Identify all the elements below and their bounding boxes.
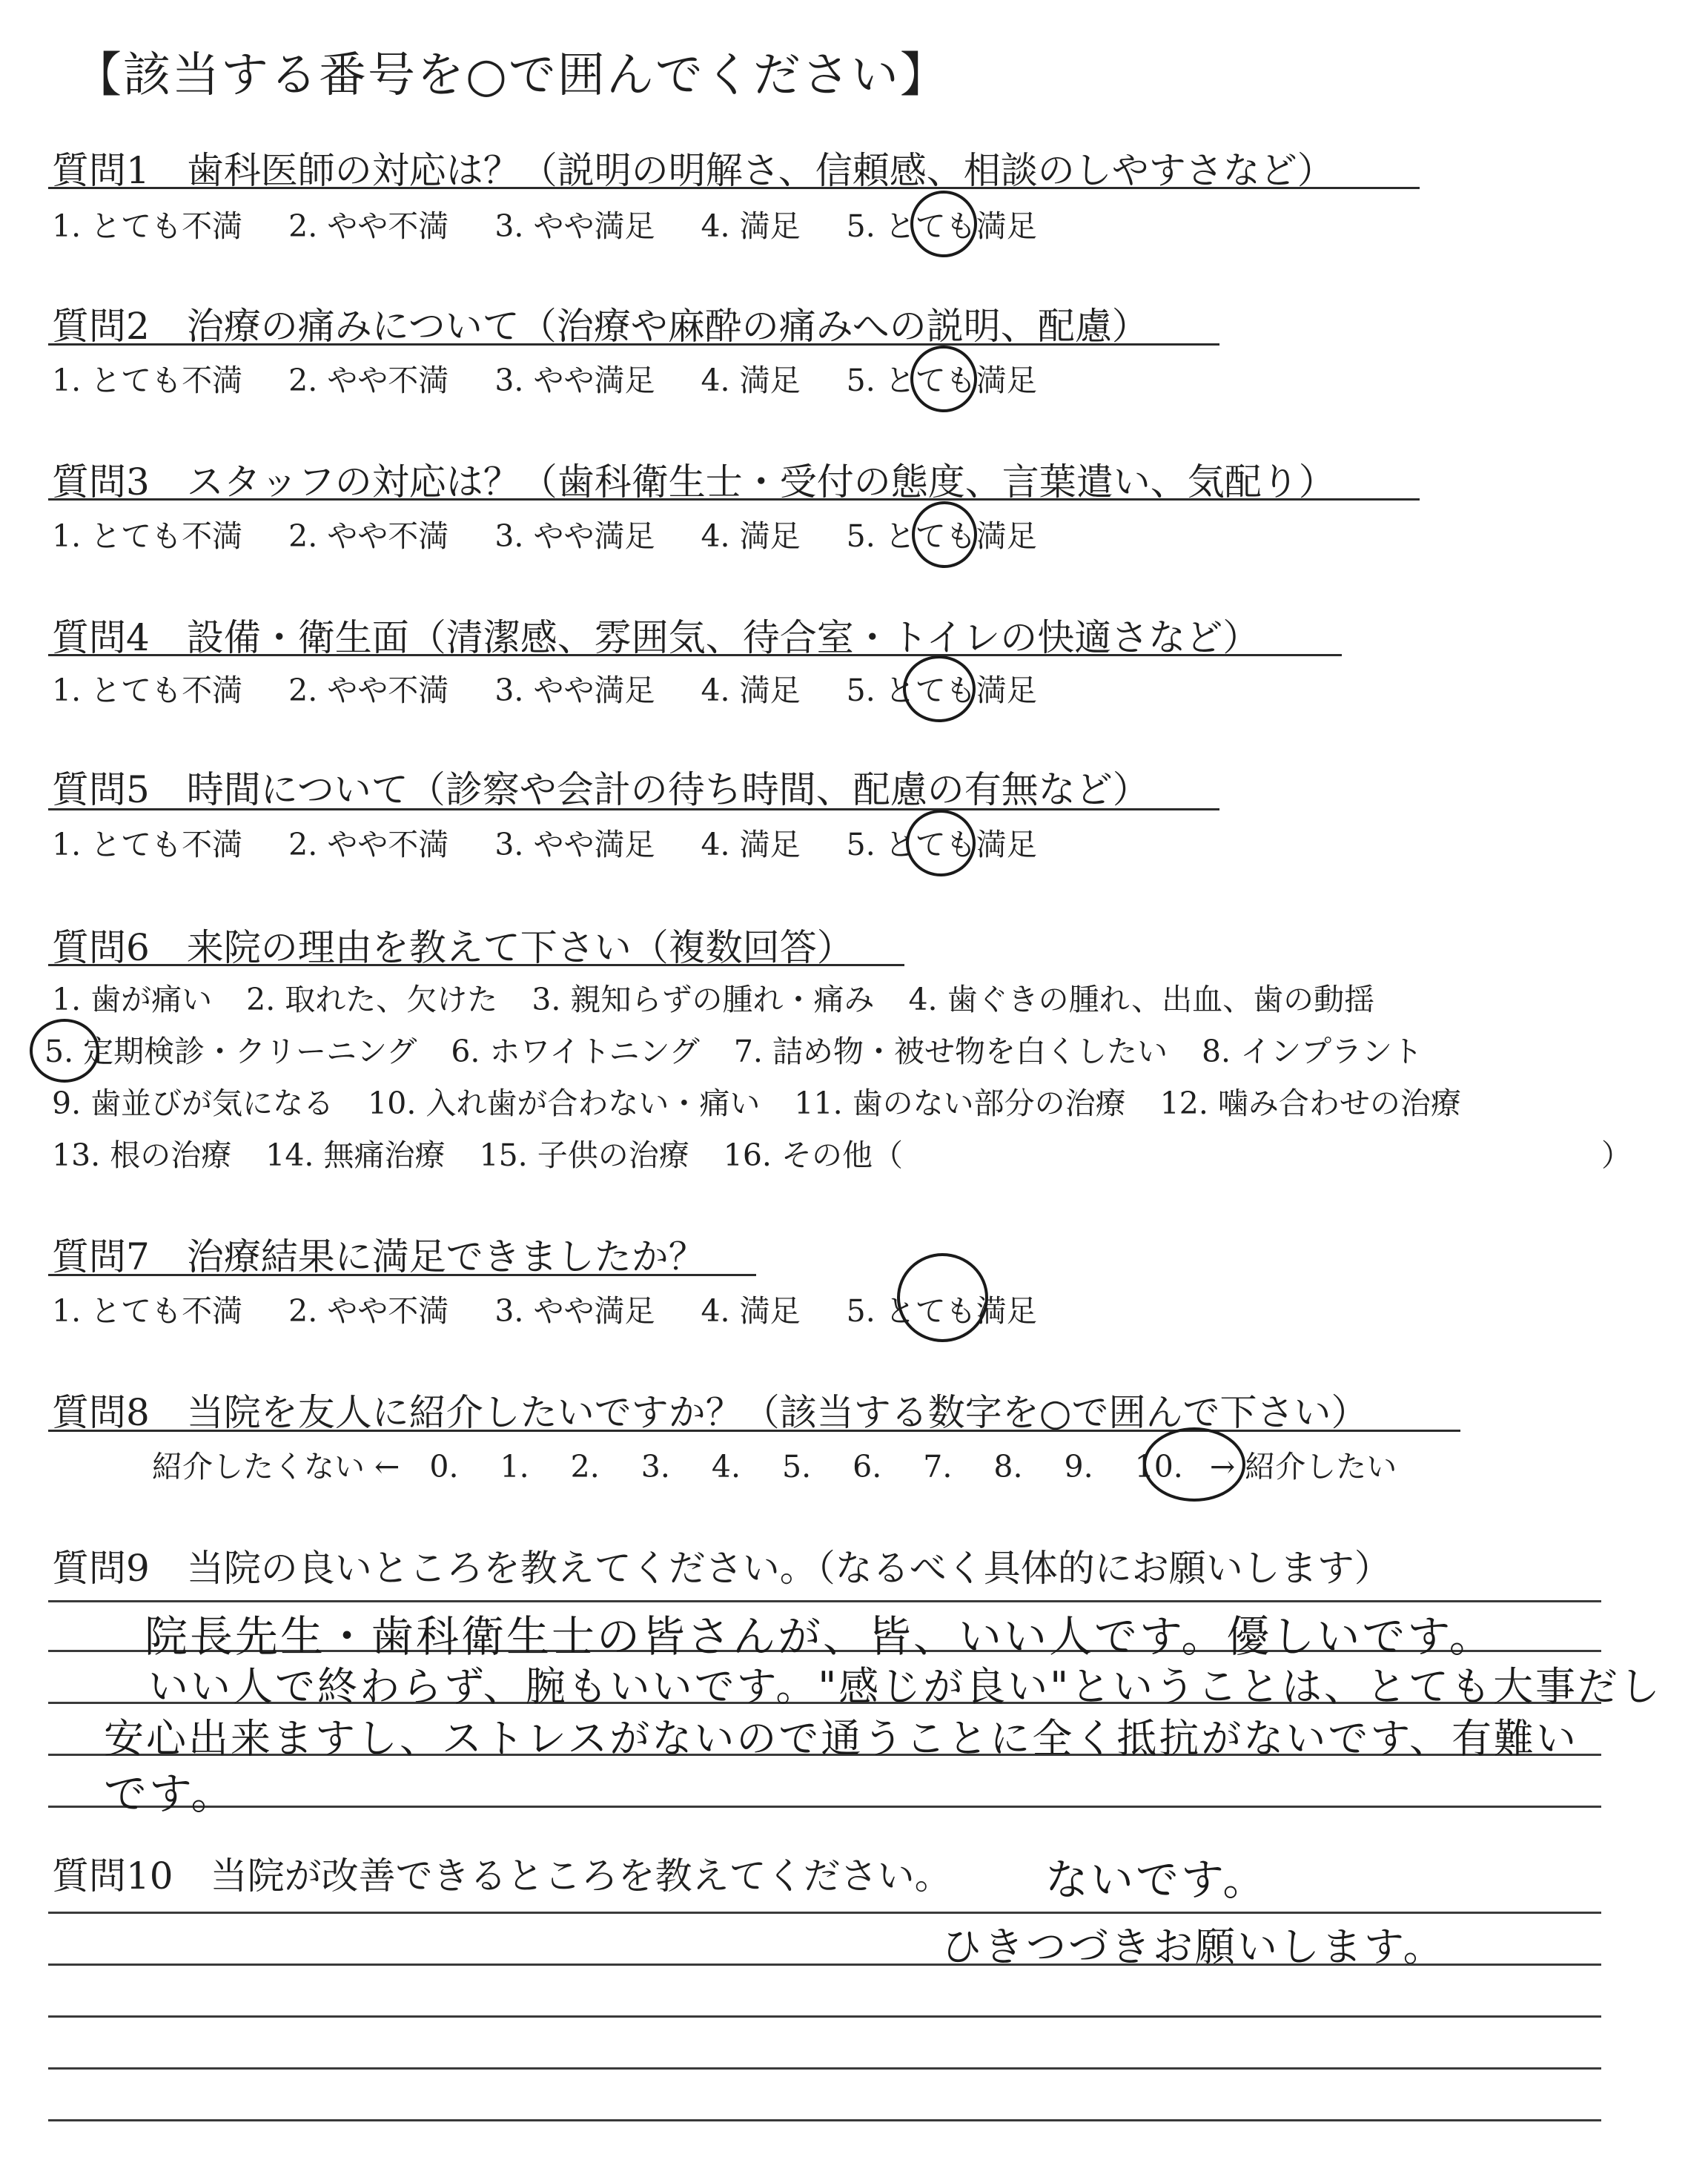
q7-title: 質問7 治療結果に満足できましたか？ — [52, 1235, 706, 1278]
q6-option-8[interactable]: 8. インプラント — [1201, 1034, 1423, 1069]
q8-option-6[interactable]: 6. — [853, 1449, 882, 1484]
q6-option-10[interactable]: 10. 入れ歯が合わない・痛い — [368, 1086, 761, 1121]
q2-option-3[interactable]: 3. やや満足 — [494, 363, 655, 398]
q8-right-label: → 紹介したい — [1209, 1449, 1397, 1484]
q4-option-2[interactable]: 2. やや不満 — [288, 673, 449, 708]
q3-option-4[interactable]: 4. 満足 — [701, 518, 801, 554]
q5-underline — [48, 808, 1219, 810]
q5-title: 質問5 時間について（診察や会計の待ち時間、配慮の有無など） — [52, 768, 1150, 811]
q8-option-7[interactable]: 7. — [923, 1449, 953, 1484]
q5-option-3[interactable]: 3. やや満足 — [494, 827, 655, 862]
q9-answer-line-2: いい人で終わらず、腕もいいです。"感じが良い"ということは、とても大事だし — [148, 1663, 1663, 1710]
q8-option-1[interactable]: 1. — [500, 1449, 529, 1484]
q6-option-7[interactable]: 7. 詰め物・被せ物を白くしたい — [733, 1034, 1168, 1069]
q4-option-3[interactable]: 3. やや満足 — [494, 673, 655, 708]
q7-option-5[interactable]: 5. とても満足 — [846, 1293, 1037, 1329]
q1-underline — [48, 187, 1420, 189]
q1-title: 質問1 歯科医師の対応は？（説明の明解さ、信頼感、相談のしやすさなど） — [52, 149, 1334, 192]
q6-option-9[interactable]: 9. 歯並びが気になる — [52, 1086, 334, 1121]
q6-row-3 — [52, 1079, 1495, 1123]
q2-option-5[interactable]: 5. とても満足 — [846, 363, 1037, 398]
q6-other-close-paren: ） — [1601, 1137, 1632, 1173]
q6-option-1[interactable]: 1. 歯が痛い — [52, 982, 213, 1017]
q5-option-1[interactable]: 1. とても不満 — [52, 827, 243, 862]
q1-option-4[interactable]: 4. 満足 — [701, 208, 801, 244]
q6-title: 質問6 来院の理由を教えて下さい（複数回答） — [52, 926, 854, 969]
q1-option-1[interactable]: 1. とても不満 — [52, 208, 243, 244]
q8-underline — [48, 1430, 1460, 1432]
q5-option-5[interactable]: 5. とても満足 — [846, 827, 1037, 862]
q8-option-8[interactable]: 8. — [993, 1449, 1023, 1484]
q6-option-16[interactable]: 16. その他（ — [723, 1137, 903, 1173]
q9-write-line-5 — [48, 1806, 1601, 1808]
q6-underline — [48, 964, 904, 966]
q7-option-1[interactable]: 1. とても不満 — [52, 1293, 243, 1329]
q6-option-6[interactable]: 6. ホワイトニング — [451, 1034, 700, 1069]
q8-option-5[interactable]: 5. — [782, 1449, 812, 1484]
q7-option-4[interactable]: 4. 満足 — [701, 1293, 801, 1329]
q4-answer-circle — [903, 655, 976, 722]
q8-option-9[interactable]: 9. — [1064, 1449, 1093, 1484]
q4-title: 質問4 設備・衛生面（清潔感、雰囲気、待合室・トイレの快適さなど） — [52, 616, 1260, 659]
q5-option-2[interactable]: 2. やや不満 — [288, 827, 449, 862]
q5-answer-circle — [906, 810, 976, 876]
q6-option-11[interactable]: 11. 歯のない部分の治療 — [794, 1086, 1126, 1121]
q6-option-13[interactable]: 13. 根の治療 — [52, 1137, 232, 1173]
q7-underline — [48, 1274, 756, 1276]
q4-option-1[interactable]: 1. とても不満 — [52, 673, 243, 708]
q6-option-3[interactable]: 3. 親知らずの腫れ・痛み — [532, 982, 875, 1017]
q6-option-14[interactable]: 14. 無痛治療 — [265, 1137, 446, 1173]
q6-option-12[interactable]: 12. 噛み合わせの治療 — [1159, 1086, 1461, 1121]
q10-write-line-3 — [48, 2015, 1601, 2018]
q2-title: 質問2 治療の痛みについて（治療や麻酔の痛みへの説明、配慮） — [52, 305, 1149, 348]
q3-title: 質問3 スタッフの対応は？（歯科衛生士・受付の態度、言葉遣い、気配り） — [52, 460, 1336, 503]
q10-write-line-2 — [48, 1964, 1601, 1966]
q6-row-1 — [52, 975, 1409, 1019]
q8-option-4[interactable]: 4. — [711, 1449, 741, 1484]
q2-underline — [48, 343, 1219, 346]
q9-answer-line-3: 安心出来ますし、ストレスがないので通うことに全く抵抗がないです、有難い — [104, 1715, 1579, 1762]
q4-option-5[interactable]: 5. とても満足 — [846, 673, 1037, 708]
form-header: 【該当する番号を○で囲んでください】 — [74, 48, 949, 103]
q6-row-2 — [44, 1027, 1457, 1071]
q6-option-5[interactable]: 5. 定期検診・クリーニング — [44, 1034, 417, 1069]
q3-option-1[interactable]: 1. とても不満 — [52, 518, 243, 554]
q7-answer-circle — [897, 1253, 988, 1342]
q4-option-4[interactable]: 4. 満足 — [701, 673, 801, 708]
q9-answer-line-4: です。 — [104, 1768, 236, 1819]
q8-option-3[interactable]: 3. — [640, 1449, 670, 1484]
q6-option-15[interactable]: 15. 子供の治療 — [479, 1137, 689, 1173]
q5-option-4[interactable]: 4. 満足 — [701, 827, 801, 862]
q3-answer-circle — [912, 501, 977, 568]
q1-answer-circle — [910, 191, 977, 257]
q6-answer-circle — [30, 1019, 99, 1083]
q10-write-line-5 — [48, 2119, 1601, 2121]
q4-underline — [48, 654, 1342, 656]
q2-option-1[interactable]: 1. とても不満 — [52, 363, 243, 398]
q7-option-2[interactable]: 2. やや不満 — [288, 1293, 449, 1329]
q2-option-2[interactable]: 2. やや不満 — [288, 363, 449, 398]
q3-underline — [48, 498, 1420, 501]
q8-option-10[interactable]: 10. — [1134, 1449, 1183, 1484]
q1-option-2[interactable]: 2. やや不満 — [288, 208, 449, 244]
q9-title: 質問9 当院の良いところを教えてください。（なるべく具体的にお願いします） — [52, 1547, 1391, 1590]
q8-option-2[interactable]: 2. — [570, 1449, 600, 1484]
q6-option-4[interactable]: 4. 歯ぐきの腫れ、出血、歯の動揺 — [908, 982, 1375, 1017]
q10-answer-line-1: ひきつづきお願いします。 — [941, 1923, 1446, 1970]
q6-row-4 — [52, 1131, 937, 1175]
q8-title: 質問8 当院を友人に紹介したいですか？（該当する数字を○で囲んで下さい） — [52, 1391, 1368, 1434]
q10-title: 質問10 当院が改善できるところを教えてください。 — [52, 1855, 952, 1898]
q8-option-0[interactable]: 0. — [429, 1449, 459, 1484]
q2-answer-circle — [910, 346, 977, 412]
q2-option-4[interactable]: 4. 満足 — [701, 363, 801, 398]
q8-left-label: 紹介したくない ← — [152, 1449, 400, 1484]
q3-option-2[interactable]: 2. やや不満 — [288, 518, 449, 554]
q10-write-line-4 — [48, 2067, 1601, 2070]
q1-option-5[interactable]: 5. とても満足 — [846, 208, 1037, 244]
q1-option-3[interactable]: 3. やや満足 — [494, 208, 655, 244]
q6-option-2[interactable]: 2. 取れた、欠けた — [246, 982, 498, 1017]
q3-option-3[interactable]: 3. やや満足 — [494, 518, 655, 554]
q10-answer-inline: ないです。 — [1045, 1855, 1268, 1905]
q3-option-5[interactable]: 5. とても満足 — [846, 518, 1037, 554]
q7-option-3[interactable]: 3. やや満足 — [494, 1293, 655, 1329]
q10-write-line-1 — [48, 1912, 1601, 1914]
q9-answer-line-1: 院長先生・歯科衛生士の皆さんが、皆、いい人です。優しいです。 — [145, 1611, 1494, 1662]
q8-answer-circle — [1143, 1427, 1245, 1502]
